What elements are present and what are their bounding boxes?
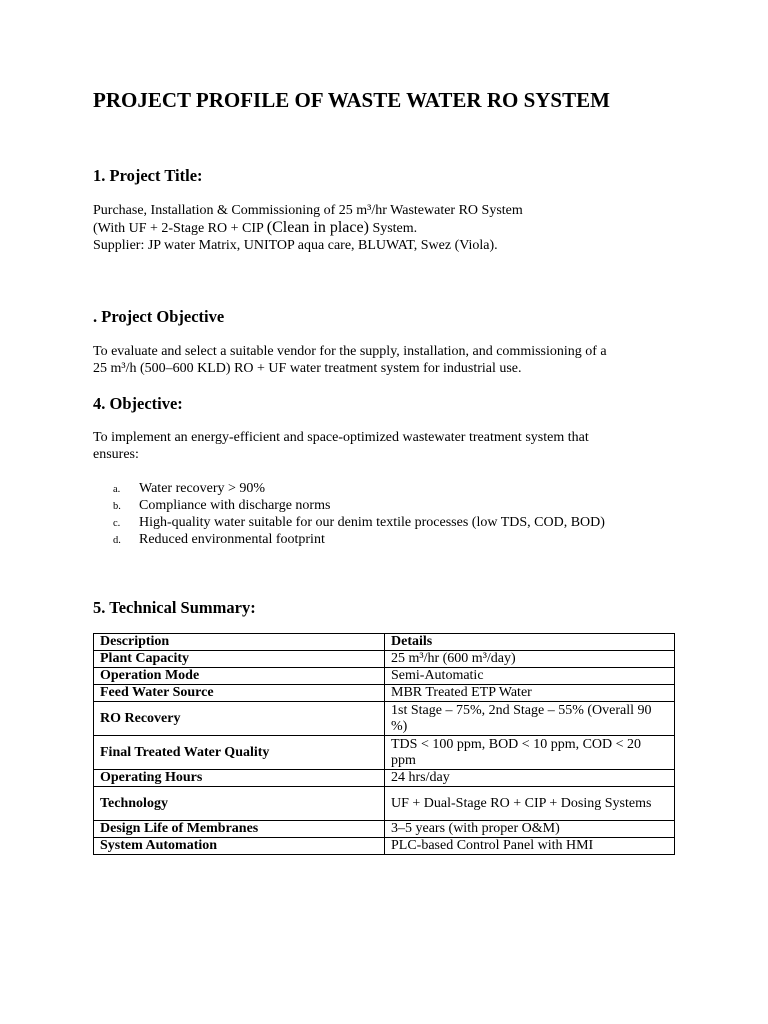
project-objective-line-1: To evaluate and select a suitable vendor for the supply, installation, and commissioning of a [93, 344, 607, 359]
clean-in-place-text: (Clean in place) [266, 219, 369, 236]
row-description: RO Recovery [94, 702, 385, 736]
row-description: Operation Mode [94, 668, 385, 685]
row-details: 1st Stage – 75%, 2nd Stage – 55% (Overall 90 %) [385, 702, 675, 736]
table-row [94, 702, 675, 736]
list-item-text: Reduced environmental footprint [139, 532, 325, 547]
row-description: Final Treated Water Quality [94, 736, 385, 770]
project-title-line-2 [93, 219, 523, 237]
row-description: Technology [94, 787, 385, 821]
project-title-paragraph [93, 202, 523, 254]
project-title-line-1: Purchase, Installation & Commissioning of 25 m³/hr Wastewater RO System [93, 203, 523, 218]
table-row [94, 668, 675, 685]
table-row [94, 736, 675, 770]
project-objective-heading: . Project Objective [93, 307, 225, 326]
project-title-line-2-a: (With UF + 2-Stage RO + CIP [93, 221, 267, 236]
table-row [94, 821, 675, 838]
row-description: System Automation [94, 838, 385, 855]
row-details: 3–5 years (with proper O&M) [385, 821, 675, 838]
technical-summary-heading: 5. Technical Summary: [93, 598, 256, 617]
row-details: 25 m³/hr (600 m³/day) [385, 651, 675, 668]
list-marker: c. [113, 518, 121, 529]
header-details: Details [385, 634, 675, 651]
row-details: MBR Treated ETP Water [385, 685, 675, 702]
list-item-text: Water recovery > 90% [139, 481, 266, 496]
row-description: Feed Water Source [94, 685, 385, 702]
supplier-line: Supplier: JP water Matrix, UNITOP aqua care, BLUWAT, Swez (Viola). [93, 238, 498, 253]
page-title: PROJECT PROFILE OF WASTE WATER RO SYSTEM [93, 88, 610, 112]
row-details: PLC-based Control Panel with HMI [385, 838, 675, 855]
table-row [94, 838, 675, 855]
list-marker: a. [113, 484, 121, 495]
table-row [94, 770, 675, 787]
project-title-line-2-c: System. [368, 221, 418, 236]
header-description: Description [94, 634, 385, 651]
row-details: Semi-Automatic [385, 668, 675, 685]
list-item-text: High-quality water suitable for our denim textile processes (low TDS, COD, BOD) [139, 515, 605, 530]
table-header-row [94, 634, 675, 651]
row-description: Operating Hours [94, 770, 385, 787]
list-item-text: Compliance with discharge norms [139, 498, 331, 513]
project-objective-paragraph [93, 343, 607, 377]
project-title-heading: 1. Project Title: [93, 166, 203, 185]
row-description: Plant Capacity [94, 651, 385, 668]
row-details: UF + Dual-Stage RO + CIP + Dosing Systems [385, 787, 675, 821]
objective-paragraph [93, 429, 589, 463]
row-description: Design Life of Membranes [94, 821, 385, 838]
table-row [94, 685, 675, 702]
list-marker: d. [113, 535, 121, 546]
list-marker: b. [113, 501, 121, 512]
project-objective-line-2: 25 m³/h (500–600 KLD) RO + UF water treatment system for industrial use. [93, 361, 522, 376]
table-row [94, 787, 675, 821]
table-row [94, 651, 675, 668]
objective-line-2: ensures: [93, 447, 139, 462]
row-details: TDS < 100 ppm, BOD < 10 ppm, COD < 20 ppm [385, 736, 675, 770]
technical-summary-table [93, 633, 675, 855]
objective-heading: 4. Objective: [93, 394, 183, 413]
row-details: 24 hrs/day [385, 770, 675, 787]
objective-line-1: To implement an energy-efficient and space-optimized wastewater treatment system that [93, 430, 589, 445]
